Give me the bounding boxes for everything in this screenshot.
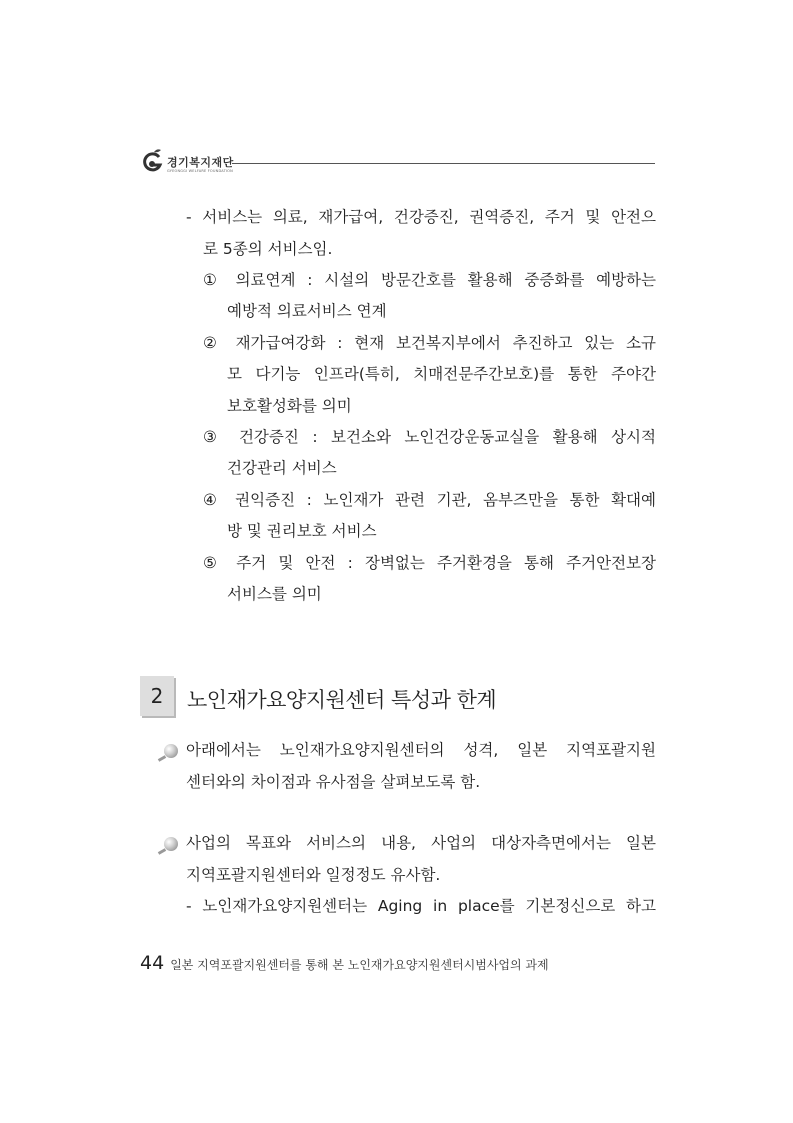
text-line: 보호활성화를 의미 (227, 397, 352, 415)
org-subtitle: GYEONGGI WELFARE FOUNDATION (167, 169, 233, 173)
section-number: 2 (150, 684, 164, 708)
page-footer (140, 952, 549, 974)
list-item: ① 의료연계 : 시설의 방문간호를 활용해 중증화를 예방하는 (203, 271, 656, 289)
bullet-tail (158, 848, 166, 855)
list-item: ② 재가급여강화 : 현재 보건복지부에서 추진하고 있는 소규 (203, 334, 656, 352)
text-line: 방 및 권리보호 서비스 (227, 522, 377, 540)
paragraph-line: - 노인재가요양지원센터는 Aging in place를 기본정신으로 하고 (186, 897, 656, 915)
page-header (140, 148, 656, 178)
text-line: - 서비스는 의료, 재가급여, 건강증진, 권역증진, 주거 및 안전으 (186, 208, 656, 226)
org-name: 경기복지재단 (167, 156, 234, 169)
list-item: ③ 건강증진 : 보건소와 노인건강운동교실을 활용해 상시적 (203, 428, 656, 446)
foundation-logo-icon (140, 148, 164, 176)
paragraph-line: 아래에서는 노인재가요양지원센터의 성격, 일본 지역포괄지원 (186, 741, 656, 759)
paragraph-line: 센터와의 차이점과 유사점을 살펴보도록 함. (186, 773, 481, 791)
list-item: ⑤ 주거 및 안전 : 장벽없는 주거환경을 통해 주거안전보장 (203, 554, 656, 572)
header-rule (232, 163, 655, 164)
text-line: 로 5종의 서비스임. (203, 240, 333, 258)
bullet-icon (164, 837, 178, 851)
bullet-icon (164, 744, 178, 758)
text-line: 건강관리 서비스 (227, 459, 337, 477)
text-line: 예방적 의료서비스 연계 (227, 302, 387, 320)
section-heading (140, 676, 660, 718)
paragraph-line: 사업의 목표와 서비스의 내용, 사업의 대상자측면에서는 일본 (186, 834, 656, 852)
section-title: 노인재가요양지원센터 특성과 한계 (187, 688, 497, 712)
list-item: ④ 권익증진 : 노인재가 관련 기관, 옴부즈만을 통한 확대예 (203, 491, 656, 509)
running-title: 일본 지역포괄지원센터를 통해 본 노인재가요양지원센터시범사업의 과제 (170, 958, 549, 972)
text-line: 서비스를 의미 (227, 585, 322, 603)
bullet-tail (158, 755, 166, 762)
page-number: 44 (140, 952, 165, 974)
text-line: 모 다기능 인프라(특히, 치매전문주간보호)를 통한 주야간 (227, 365, 656, 383)
paragraph-line: 지역포괄지원센터와 일정정도 유사함. (186, 866, 441, 884)
section-number-box (140, 676, 174, 716)
